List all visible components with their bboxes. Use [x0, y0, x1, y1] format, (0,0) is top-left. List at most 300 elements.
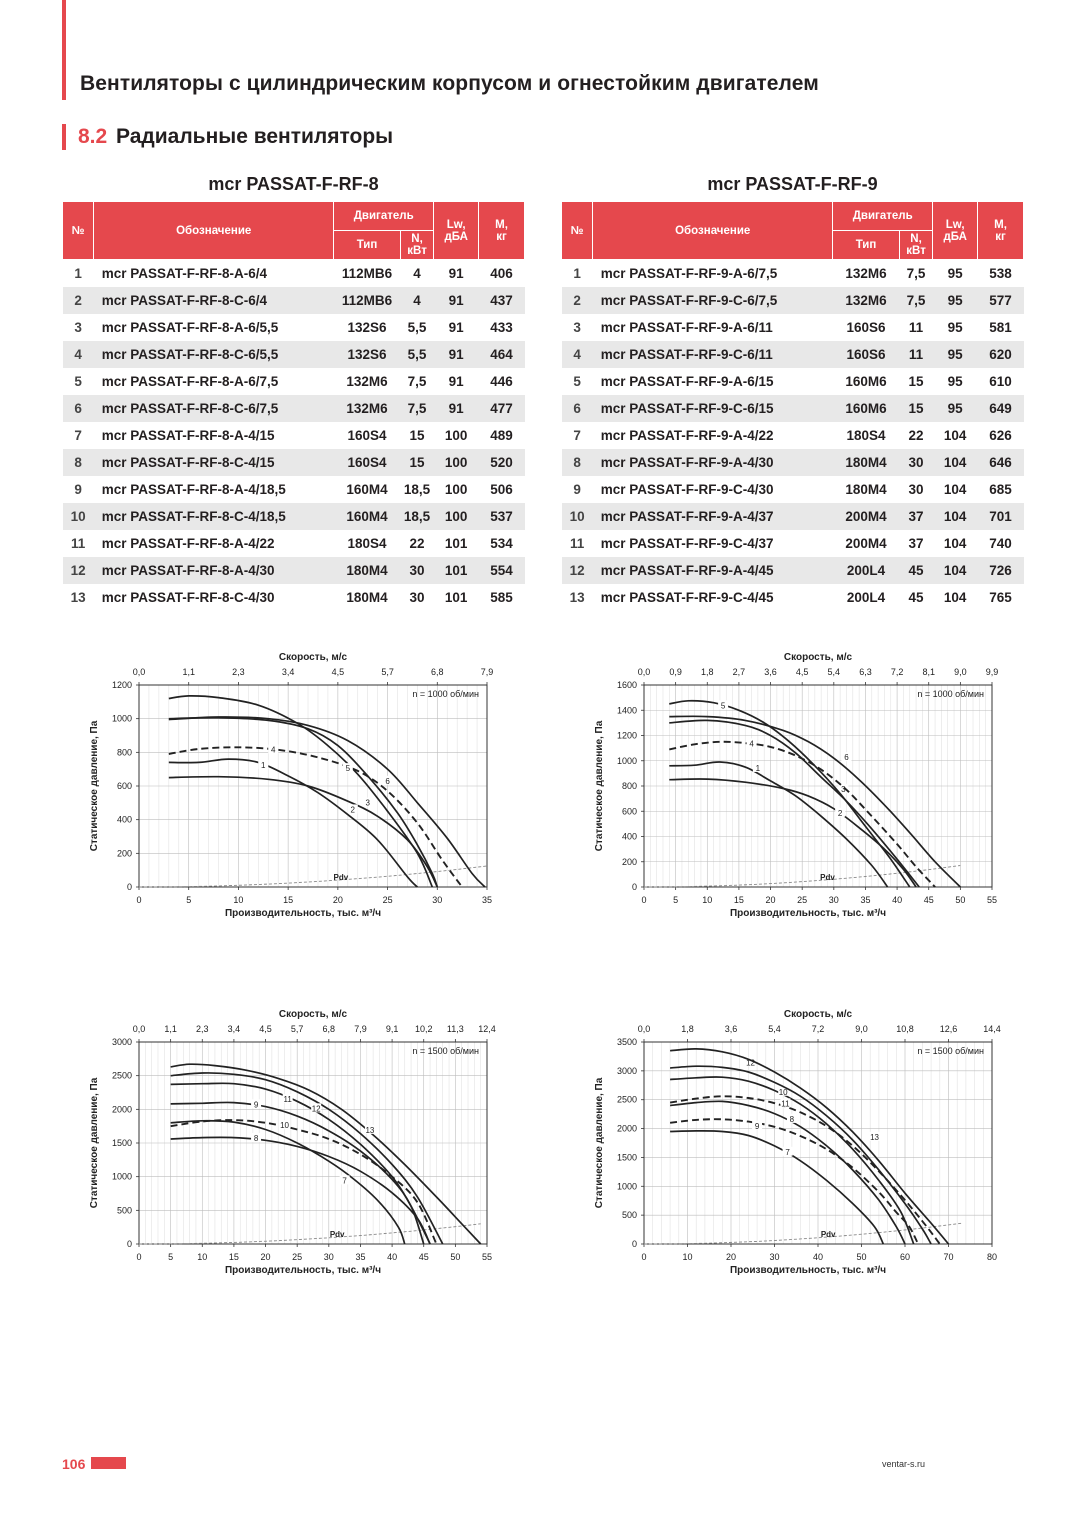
top-tick-label: 12,6: [939, 1024, 958, 1034]
series-label-4: 4: [749, 739, 754, 749]
mass-cell: 433: [490, 320, 513, 335]
designation-cell: mcr PASSAT-F-RF-9-A-6/15: [600, 374, 774, 389]
site-url: ventar-s.ru: [882, 1459, 926, 1469]
top-tick-label: 4,5: [331, 667, 345, 677]
col-header-type: Тип: [833, 231, 900, 260]
motor-type-cell: 132S6: [334, 341, 401, 368]
table-row: [562, 449, 1024, 476]
motor-type-cell: 160S6: [846, 320, 886, 335]
noise-cell: 91: [434, 341, 479, 368]
speed-note: n = 1500 об/мин: [917, 1046, 984, 1056]
mass-cell: 620: [978, 341, 1024, 368]
x-tick-label: 20: [260, 1252, 271, 1262]
series-label-8: 8: [789, 1114, 795, 1124]
power-header-a: N,: [910, 233, 922, 245]
top-tick-label: 0,0: [637, 667, 651, 677]
table-row: [562, 314, 1024, 341]
power-header-b: кВт: [906, 245, 926, 257]
y-tick-label: 1000: [616, 755, 637, 766]
top-tick-label: 12,4: [478, 1024, 496, 1034]
row-number: 6: [562, 395, 593, 422]
mass-cell: 477: [479, 395, 525, 422]
row-number: 7: [74, 428, 82, 443]
power-cell: 15: [908, 374, 924, 389]
top-tick-label: 6,8: [322, 1024, 336, 1034]
y-tick-label: 3000: [616, 1065, 637, 1076]
x-tick-label: 45: [418, 1252, 429, 1262]
power-cell: 18,5: [400, 503, 433, 530]
table-row: [63, 476, 525, 503]
top-tick-label: 9,0: [855, 1024, 868, 1034]
top-tick-label: 2,3: [232, 667, 245, 677]
designation-cell: mcr PASSAT-F-RF-8-C-4/15: [94, 449, 334, 476]
motor-type-cell: 180M4: [334, 557, 401, 584]
designation-cell: mcr PASSAT-F-RF-9-A-4/22: [600, 428, 774, 443]
top-axis-title: Скорость, м/с: [783, 652, 853, 663]
series-label-7: 7: [785, 1147, 790, 1157]
x-axis-title: Производительность, тыс. м³/ч: [729, 1265, 887, 1276]
designation-cell: mcr PASSAT-F-RF-9-C-4/37: [600, 536, 774, 551]
x-tick-label: 70: [943, 1252, 954, 1262]
top-tick-label: 7,2: [890, 667, 904, 677]
power-cell: 30: [899, 449, 932, 476]
section-title: Радиальные вентиляторы: [116, 125, 394, 148]
col-header-mass: [479, 202, 525, 260]
mass-cell: 740: [989, 536, 1012, 551]
row-number: 9: [573, 482, 581, 497]
row-number: 1: [74, 266, 82, 281]
x-tick-label: 10: [197, 1252, 208, 1262]
top-tick-label: 3,6: [724, 1024, 738, 1034]
y-tick-label: 1600: [616, 680, 637, 690]
chart-rf8-1000rpm: [85, 648, 505, 928]
y-tick-label: 500: [116, 1205, 132, 1216]
row-number: 11: [71, 536, 86, 551]
x-tick-label: 0: [641, 895, 647, 905]
row-number: 4: [562, 341, 593, 368]
x-axis-title: Производительность, тыс. м³/ч: [224, 908, 382, 919]
x-tick-label: 15: [283, 895, 294, 905]
series-label-11: 11: [781, 1099, 790, 1109]
series-label-8: 8: [253, 1133, 259, 1143]
x-tick-label: 10: [682, 1252, 693, 1262]
top-tick-label: 1,1: [182, 667, 195, 677]
x-tick-label: 60: [899, 1252, 911, 1262]
col-header-motor: Двигатель: [833, 202, 933, 231]
noise-cell: 95: [933, 341, 978, 368]
power-cell: 37: [899, 503, 932, 530]
designation-cell: mcr PASSAT-F-RF-9-A-6/7,5: [600, 266, 778, 281]
mass-header-b: кг: [496, 230, 507, 243]
designation-cell: mcr PASSAT-F-RF-9-C-4/30: [600, 482, 774, 497]
y-tick-label: 600: [621, 806, 637, 817]
power-cell: 4: [400, 287, 433, 314]
top-tick-label: 0,0: [132, 1024, 146, 1034]
motor-type-cell: 160M6: [845, 374, 887, 389]
y-tick-label: 1400: [616, 705, 637, 716]
top-tick-label: 4,5: [259, 1024, 272, 1034]
noise-cell: 104: [943, 482, 967, 497]
col-header-no: №: [562, 202, 593, 260]
mass-cell: 538: [989, 266, 1012, 281]
motor-type-cell: 132M6: [845, 266, 887, 281]
x-tick-label: 20: [765, 895, 776, 905]
header-accent-bar: [62, 0, 66, 100]
x-tick-label: 25: [382, 895, 393, 905]
series-curve-4: [169, 747, 462, 887]
power-cell: 15: [400, 449, 433, 476]
spec-table-rf8: [62, 201, 525, 611]
power-cell: 4: [413, 266, 421, 281]
y-tick-label: 1500: [616, 1152, 637, 1163]
row-number: 7: [573, 428, 581, 443]
x-tick-label: 25: [797, 895, 808, 905]
series-label-1: 1: [755, 763, 761, 773]
power-cell: 11: [899, 341, 932, 368]
series-curve-13: [171, 1064, 481, 1244]
series-label-9: 9: [754, 1121, 760, 1131]
series-label-11: 11: [283, 1094, 292, 1104]
mass-cell: 649: [978, 395, 1024, 422]
top-tick-label: 0,0: [132, 667, 146, 677]
power-cell: 30: [409, 590, 425, 605]
mass-cell: 520: [479, 449, 525, 476]
power-cell: 7,5: [906, 266, 926, 281]
row-number: 4: [63, 341, 94, 368]
noise-cell: 91: [448, 266, 464, 281]
col-header-designation: Обозначение: [593, 202, 833, 260]
col-header-power: [899, 231, 932, 260]
x-tick-label: 0: [136, 1252, 142, 1262]
table-row: [562, 422, 1024, 449]
noise-cell: 104: [933, 503, 978, 530]
mass-cell: 765: [989, 590, 1012, 605]
motor-type-cell: 132M6: [334, 395, 401, 422]
y-tick-label: 1000: [111, 713, 132, 724]
pdv-curve: [139, 866, 487, 887]
table-row: [63, 422, 525, 449]
table-row: [63, 260, 525, 288]
lw-header-b: дБА: [943, 230, 967, 243]
power-cell: 5,5: [407, 320, 427, 335]
top-axis-title: Скорость, м/с: [278, 652, 348, 663]
designation-cell: mcr PASSAT-F-RF-8-C-6/7,5: [94, 395, 334, 422]
top-tick-label: 8,1: [922, 667, 935, 677]
noise-cell: 101: [444, 590, 468, 605]
series-label-9: 9: [253, 1100, 259, 1110]
noise-cell: 104: [943, 590, 967, 605]
noise-cell: 95: [947, 374, 963, 389]
y-tick-label: 800: [116, 747, 132, 758]
top-tick-label: 14,4: [983, 1024, 1001, 1034]
x-tick-label: 30: [323, 1252, 334, 1262]
col-header-mass: [978, 202, 1024, 260]
chart-rf9-1500rpm: [590, 1005, 1010, 1285]
table-row: [63, 287, 525, 314]
top-tick-label: 4,5: [795, 667, 809, 677]
top-tick-label: 10,8: [896, 1024, 914, 1034]
table-row: [562, 395, 1024, 422]
row-number: 12: [63, 557, 94, 584]
series-label-3: 3: [841, 784, 846, 794]
speed-note: n = 1500 об/мин: [412, 1046, 479, 1056]
mass-header-a: М,: [495, 218, 508, 231]
lw-header-a: Lw,: [945, 218, 965, 231]
series-curve-8: [171, 1137, 431, 1244]
series-label-2: 2: [350, 805, 355, 815]
top-tick-label: 10,2: [414, 1024, 433, 1034]
designation-cell: mcr PASSAT-F-RF-8-A-4/22: [101, 536, 275, 551]
x-tick-label: 40: [892, 895, 903, 905]
series-label-7: 7: [342, 1176, 347, 1186]
noise-cell: 91: [448, 320, 464, 335]
x-axis-title: Производительность, тыс. м³/ч: [729, 908, 887, 919]
designation-cell: mcr PASSAT-F-RF-8-A-4/15: [101, 428, 275, 443]
speed-note: n = 1000 об/мин: [917, 689, 984, 699]
top-tick-label: 3,6: [764, 667, 777, 677]
table-row: [63, 503, 525, 530]
top-axis-title: Скорость, м/с: [783, 1009, 853, 1020]
top-tick-label: 9,9: [985, 667, 999, 677]
table-row: [562, 287, 1024, 314]
designation-cell: mcr PASSAT-F-RF-8-A-4/18,5: [101, 482, 286, 497]
top-tick-label: 5,7: [381, 667, 394, 677]
top-tick-label: 5,4: [827, 667, 841, 677]
motor-type-cell: 180M4: [845, 482, 887, 497]
row-number: 12: [562, 557, 593, 584]
series-label-2: 2: [837, 808, 843, 818]
lw-header-b: дБА: [444, 230, 468, 243]
x-tick-label: 40: [387, 1252, 398, 1262]
lw-header-a: Lw,: [446, 218, 466, 231]
row-number: 9: [74, 482, 82, 497]
row-number: 2: [562, 287, 593, 314]
mass-cell: 446: [490, 374, 513, 389]
pdv-label: Pdv: [329, 1230, 345, 1239]
series-curve-1: [169, 759, 418, 887]
noise-cell: 100: [444, 482, 468, 497]
y-tick-label: 1200: [616, 730, 637, 741]
designation-cell: mcr PASSAT-F-RF-8-A-6/7,5: [101, 374, 279, 389]
x-tick-label: 45: [923, 895, 934, 905]
noise-cell: 104: [943, 536, 967, 551]
y-tick-label: 600: [116, 781, 132, 791]
mass-header-b: кг: [995, 230, 1006, 243]
y-tick-label: 0: [631, 882, 637, 892]
noise-cell: 104: [943, 428, 967, 443]
x-tick-label: 20: [332, 895, 343, 905]
top-tick-label: 2,3: [196, 1024, 209, 1034]
y-tick-label: 200: [621, 856, 637, 867]
noise-cell: 101: [444, 536, 468, 551]
noise-cell: 100: [444, 428, 468, 443]
y-tick-label: 500: [621, 1210, 637, 1221]
row-number: 5: [74, 374, 82, 389]
table-row: [63, 395, 525, 422]
top-tick-label: 7,9: [480, 667, 494, 677]
motor-type-cell: 160M4: [346, 482, 388, 497]
table-row: [562, 503, 1024, 530]
y-tick-label: 0: [126, 1239, 132, 1249]
col-header-designation: Обозначение: [94, 202, 334, 260]
row-number: 10: [63, 503, 94, 530]
mass-cell: 701: [978, 503, 1024, 530]
power-cell: 11: [908, 320, 924, 335]
table-row: [562, 557, 1024, 584]
designation-cell: mcr PASSAT-F-RF-8-C-4/30: [101, 590, 275, 605]
top-tick-label: 7,2: [811, 1024, 825, 1034]
x-tick-label: 50: [955, 895, 966, 905]
motor-type-cell: 160S4: [334, 449, 401, 476]
mass-header-a: М,: [994, 218, 1007, 231]
col-header-motor: Двигатель: [334, 202, 434, 231]
table-row: [562, 260, 1024, 288]
table-row: [562, 341, 1024, 368]
x-tick-label: 30: [828, 895, 839, 905]
power-cell: 45: [899, 557, 932, 584]
row-number: 8: [562, 449, 593, 476]
motor-type-cell: 160S6: [833, 341, 900, 368]
power-cell: 7,5: [407, 374, 427, 389]
page-title: Вентиляторы с цилиндрическим корпусом и огнестойким двигателем: [80, 72, 819, 95]
noise-cell: 95: [947, 320, 963, 335]
pdv-label: Pdv: [333, 873, 349, 882]
mass-cell: 726: [978, 557, 1024, 584]
col-header-no: №: [63, 202, 94, 260]
top-tick-label: 6,8: [431, 667, 444, 677]
spec-table-rf9: [561, 201, 1024, 611]
mass-cell: 585: [490, 590, 513, 605]
series-label-3: 3: [365, 798, 370, 808]
series-label-5: 5: [720, 701, 726, 711]
table-title-rf9: mcr PASSAT-F-RF-9: [707, 174, 878, 194]
col-header-lw: [434, 202, 479, 260]
mass-cell: 610: [989, 374, 1012, 389]
top-tick-label: 1,1: [164, 1024, 177, 1034]
designation-cell: mcr PASSAT-F-RF-8-A-6/5,5: [101, 320, 279, 335]
pdv-label: Pdv: [820, 873, 835, 882]
mass-cell: 506: [490, 482, 513, 497]
power-cell: 7,5: [400, 395, 433, 422]
power-cell: 7,5: [899, 287, 932, 314]
y-tick-label: 800: [621, 781, 637, 791]
col-header-lw: [933, 202, 978, 260]
noise-cell: 101: [434, 557, 479, 584]
col-header-type: Тип: [334, 231, 401, 260]
y-tick-label: 400: [116, 814, 132, 825]
row-number: 8: [63, 449, 94, 476]
series-label-1: 1: [261, 760, 266, 770]
row-number: 11: [570, 536, 585, 551]
x-tick-label: 50: [856, 1252, 867, 1262]
designation-cell: mcr PASSAT-F-RF-8-C-4/18,5: [94, 503, 334, 530]
noise-cell: 91: [448, 374, 464, 389]
mass-cell: 534: [490, 536, 513, 551]
table-row: [562, 530, 1024, 557]
speed-note: n = 1000 об/мин: [412, 689, 479, 699]
y-tick-label: 2500: [616, 1094, 637, 1105]
row-number: 3: [573, 320, 581, 335]
series-label-4: 4: [271, 745, 276, 755]
top-tick-label: 3,4: [281, 667, 295, 677]
row-number: 2: [63, 287, 94, 314]
designation-cell: mcr PASSAT-F-RF-8-A-6/4: [101, 266, 268, 281]
mass-cell: 464: [479, 341, 525, 368]
x-tick-label: 5: [168, 1252, 174, 1262]
motor-type-cell: 112MB6: [341, 266, 393, 281]
y-tick-label: 2000: [616, 1123, 637, 1134]
mass-cell: 437: [479, 287, 525, 314]
top-tick-label: 7,9: [354, 1024, 367, 1034]
top-tick-label: 5,7: [290, 1024, 304, 1034]
x-tick-label: 0: [136, 895, 142, 905]
power-cell: 15: [899, 395, 932, 422]
designation-cell: mcr PASSAT-F-RF-8-C-6/5,5: [94, 341, 334, 368]
x-tick-label: 30: [432, 895, 443, 905]
x-tick-label: 35: [355, 1252, 366, 1262]
noise-cell: 91: [434, 395, 479, 422]
x-tick-label: 55: [481, 1252, 493, 1262]
top-tick-label: 3,4: [227, 1024, 241, 1034]
motor-type-cell: 200M4: [845, 536, 887, 551]
designation-cell: mcr PASSAT-F-RF-8-C-6/4: [94, 287, 334, 314]
series-label-6: 6: [844, 753, 849, 763]
series-curve-12: [171, 1073, 443, 1244]
power-cell: 22: [409, 536, 425, 551]
x-tick-label: 20: [725, 1252, 737, 1262]
section-accent-bar: [62, 124, 66, 150]
noise-cell: 104: [933, 557, 978, 584]
motor-type-cell: 180M4: [346, 590, 388, 605]
power-cell: 37: [908, 536, 924, 551]
series-curve-9: [670, 1119, 918, 1244]
x-tick-label: 40: [812, 1252, 824, 1262]
noise-cell: 104: [933, 449, 978, 476]
row-number: 13: [70, 590, 86, 605]
page-number: 106: [62, 1456, 86, 1472]
x-tick-label: 25: [292, 1252, 303, 1262]
x-tick-label: 5: [673, 895, 679, 905]
designation-cell: mcr PASSAT-F-RF-9-C-6/15: [593, 395, 833, 422]
top-axis-title: Скорость, м/с: [278, 1009, 348, 1020]
series-label-13: 13: [365, 1125, 375, 1135]
series-label-5: 5: [345, 764, 351, 774]
motor-type-cell: 132M6: [346, 374, 388, 389]
table-row: [63, 368, 525, 395]
motor-type-cell: 200L4: [833, 557, 900, 584]
series-label-12: 12: [746, 1058, 756, 1068]
motor-type-cell: 180M4: [833, 449, 900, 476]
motor-type-cell: 160S4: [347, 428, 387, 443]
designation-cell: mcr PASSAT-F-RF-8-A-4/30: [94, 557, 334, 584]
row-number: 1: [573, 266, 581, 281]
mass-cell: 554: [479, 557, 525, 584]
y-axis-title: Статическое давление, Па: [594, 720, 605, 852]
series-label-6: 6: [385, 776, 390, 786]
x-tick-label: 35: [860, 895, 871, 905]
row-number: 6: [63, 395, 94, 422]
top-tick-label: 5,4: [768, 1024, 781, 1034]
y-tick-label: 1500: [111, 1138, 132, 1148]
row-number: 5: [573, 374, 581, 389]
top-tick-label: 9,0: [954, 667, 967, 677]
motor-type-cell: 200M4: [833, 503, 900, 530]
table-row: [562, 368, 1024, 395]
series-curve-2: [669, 779, 916, 887]
mass-cell: 626: [989, 428, 1012, 443]
series-label-10: 10: [778, 1087, 788, 1097]
x-tick-label: 10: [702, 895, 713, 905]
